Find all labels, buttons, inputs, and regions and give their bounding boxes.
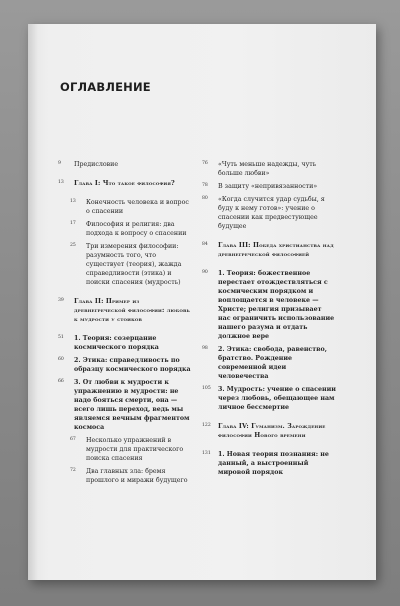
page-number: 51 [58,335,64,340]
entry-title: 1. Новая теория познания: не данный, а выстроенный мировой порядок [218,451,329,476]
toc-entry[interactable] [202,269,336,341]
toc-left-column [58,160,192,489]
toc-entry[interactable] [202,182,336,191]
page-number: 78 [202,183,208,188]
entry-title: 1. Теория: божественное перестает отождествляться с космическим порядком и воплощается в человеке — Христе; религия призывает нас ограничить использование нашего разума и отдать должное вере [218,270,335,340]
entry-title: Глава I: Что такое философия? [74,180,175,187]
toc-entry[interactable] [58,198,192,216]
toc-entry[interactable] [202,241,336,259]
toc-entry[interactable] [58,179,192,188]
page-number: 13 [70,199,76,204]
page-number: 80 [202,196,208,201]
toc-entry[interactable] [202,422,336,440]
entry-title: 1. Теория: созерцание космического порядка [74,335,159,351]
toc-entry[interactable] [58,378,192,432]
entry-title: «Когда случится удар судьбы, я буду к нему готов»: учение о спасении как предвестующее будущее [218,196,325,230]
toc-entry[interactable] [202,195,336,231]
page-number: 60 [58,357,64,362]
entry-title: 2. Этика: справедливость по образцу космического порядка [74,357,191,373]
entry-title: Философия и религия: два подхода к вопросу о спасении [86,221,187,237]
page-spine-shadow [28,24,38,580]
page-number: 39 [58,298,64,303]
page-number: 72 [70,468,76,473]
page-number: 66 [58,379,64,384]
entry-title: Конечность человека и вопрос о спасении [86,199,189,215]
toc-entry[interactable] [202,160,336,178]
entry-title: В защиту «непривязанности» [218,183,318,190]
page-number: 90 [202,270,208,275]
toc-entry[interactable] [58,160,192,169]
page-number: 76 [202,161,208,166]
entry-title: Предисловие [74,161,119,168]
toc-right-column [202,160,336,481]
page-number: 98 [202,346,208,351]
entry-title: Несколько упражнений в мудрости для практического поиска спасения [86,437,184,462]
entry-title: Два главных зла: бремя прошлого и миражи будущего [86,468,188,484]
entry-title: «Чуть меньше надежды, чуть больше любви» [218,161,317,177]
page-number: 17 [70,221,76,226]
entry-title: Три измерения философии: разумность того, что существует (теория), жажда справедливости (этика) и поиски спасения (мудрость) [86,243,182,286]
page-number: 67 [70,437,76,442]
page-number: 122 [202,423,211,428]
page-number: 105 [202,386,211,391]
toc-entry[interactable] [58,356,192,374]
toc-entry[interactable] [202,450,336,477]
page-number: 84 [202,242,208,247]
toc-entry[interactable] [58,436,192,463]
entry-title: 3. Мудрость: учение о спасении через любовь, обещающее нам личное бессмертие [218,386,336,411]
entry-title: Глава III: Победа христианства над древнегреческой философией [218,242,334,258]
entry-title: Глава II: Пример из древнегреческой философии: любовь к мудрости у стоиков [74,298,190,323]
page-title: ОГЛАВЛЕНИЕ [60,80,151,94]
page-number: 131 [202,451,211,456]
toc-entry[interactable] [202,345,336,381]
toc-entry[interactable] [58,467,192,485]
entry-title: 2. Этика: свобода, равенство, братство. Рождение современной идеи человечества [218,346,327,380]
toc-entry[interactable] [202,385,336,412]
toc-entry[interactable] [58,242,192,287]
page-number: 13 [58,180,64,185]
toc-entry[interactable] [58,220,192,238]
page-number: 25 [70,243,76,248]
entry-title: Глава IV: Гуманизм. Зарождение философии Нового времени [218,423,326,439]
page-number: 9 [58,161,61,166]
entry-title: 3. От любви к мудрости к упражнению в мудрости: не надо бояться смерти, она — всего лишь переход, ведь мы являемся вечным фрагментом космоса [74,379,190,431]
toc-entry[interactable] [58,297,192,324]
toc-entry[interactable] [58,334,192,352]
